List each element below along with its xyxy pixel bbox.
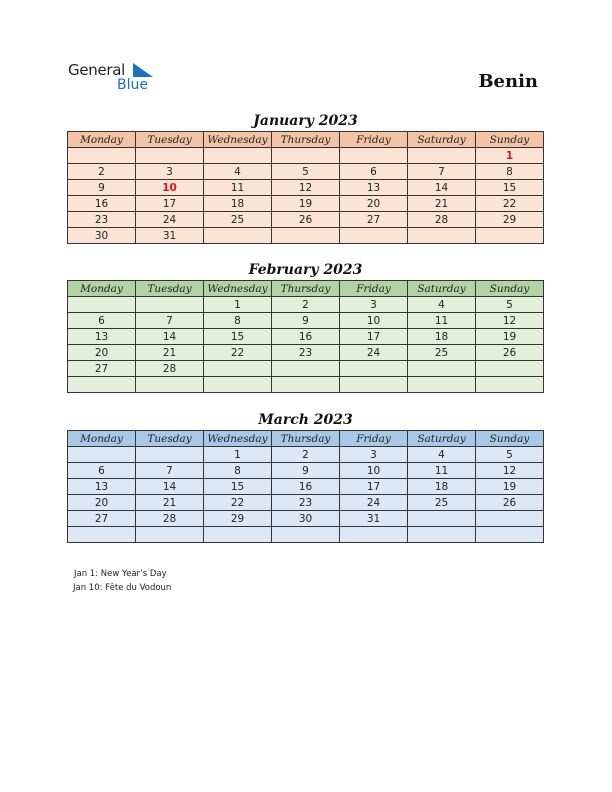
calendar-day-cell: 7 [136,463,204,479]
weekday-header: Friday [340,281,408,297]
calendar-day-cell: 17 [340,479,408,495]
calendar-week-row [68,447,544,463]
calendar-empty-cell [408,527,476,543]
weekday-header: Tuesday [136,431,204,447]
weekday-header: Saturday [408,431,476,447]
calendar-day-cell: 18 [204,196,272,212]
calendar-day-cell: 28 [408,212,476,228]
weekday-header: Sunday [476,281,544,297]
holiday-note: Jan 10: Fête du Vodoun [73,583,172,593]
month-january [67,111,544,244]
calendar-day-cell: 9 [272,463,340,479]
weekday-header: Thursday [272,281,340,297]
calendar-week-row [68,345,544,361]
weekday-header: Thursday [272,132,340,148]
calendar-empty-cell [204,527,272,543]
calendar-week-row [68,313,544,329]
calendar-empty-cell [68,527,136,543]
calendar-empty-cell [408,377,476,393]
calendar-empty-cell [340,361,408,377]
weekday-header: Saturday [408,132,476,148]
calendar-day-cell: 6 [68,313,136,329]
calendar-day-cell: 25 [408,345,476,361]
calendar-empty-cell [272,527,340,543]
calendar-day-cell: 4 [408,447,476,463]
weekday-header-row [68,281,544,297]
calendar-day-cell: 10 [136,180,204,196]
calendar-day-cell: 16 [272,329,340,345]
calendar-day-cell: 10 [340,463,408,479]
calendar-empty-cell [68,447,136,463]
weekday-header: Tuesday [136,132,204,148]
calendar-day-cell: 28 [136,511,204,527]
calendar-day-cell: 6 [68,463,136,479]
calendar-body [68,447,544,543]
calendar-body [68,148,544,244]
calendar-day-cell: 11 [408,313,476,329]
calendar-day-cell: 16 [272,479,340,495]
country-title: Benin [478,71,538,92]
calendar-empty-cell [136,527,204,543]
calendar-day-cell: 9 [68,180,136,196]
calendar-day-cell: 29 [476,212,544,228]
month-february [67,260,544,393]
calendar-day-cell: 29 [204,511,272,527]
calendar-day-cell: 24 [340,495,408,511]
calendar-day-cell: 5 [476,447,544,463]
calendar-empty-cell [68,148,136,164]
calendar-day-cell: 5 [272,164,340,180]
month-march [67,410,544,543]
calendar-day-cell: 4 [204,164,272,180]
calendar-week-row [68,527,544,543]
calendar-empty-cell [476,527,544,543]
calendar-day-cell: 12 [272,180,340,196]
calendar-empty-cell [204,148,272,164]
calendar-empty-cell [272,148,340,164]
calendar-week-row [68,361,544,377]
calendar-empty-cell [476,361,544,377]
calendar-day-cell: 21 [136,345,204,361]
calendar-day-cell: 22 [204,495,272,511]
calendar-day-cell: 23 [272,345,340,361]
calendar-day-cell: 2 [272,297,340,313]
calendar-day-cell: 3 [340,297,408,313]
calendar-day-cell: 11 [204,180,272,196]
calendar-day-cell: 26 [272,212,340,228]
calendar-empty-cell [476,511,544,527]
weekday-header: Sunday [476,431,544,447]
weekday-header: Saturday [408,281,476,297]
calendar-day-cell: 23 [68,212,136,228]
calendar-day-cell: 16 [68,196,136,212]
calendar-day-cell: 3 [340,447,408,463]
calendar-day-cell: 8 [204,463,272,479]
calendar-week-row [68,297,544,313]
calendar-day-cell: 15 [204,329,272,345]
calendar-day-cell: 8 [204,313,272,329]
calendar-table [67,430,544,543]
calendar-week-row [68,148,544,164]
weekday-header-row [68,132,544,148]
calendar-empty-cell [340,527,408,543]
calendar-day-cell: 11 [408,463,476,479]
calendar-day-cell: 19 [272,196,340,212]
logo-text-general: General [68,61,126,79]
calendar-empty-cell [476,228,544,244]
calendar-day-cell: 20 [340,196,408,212]
calendar-day-cell: 24 [340,345,408,361]
calendar-day-cell: 14 [136,479,204,495]
calendar-day-cell: 5 [476,297,544,313]
calendar-day-cell: 1 [476,148,544,164]
calendar-day-cell: 17 [136,196,204,212]
calendar-day-cell: 8 [476,164,544,180]
calendar-week-row [68,463,544,479]
weekday-header: Sunday [476,132,544,148]
weekday-header: Monday [68,431,136,447]
calendar-day-cell: 22 [204,345,272,361]
calendar-empty-cell [340,148,408,164]
calendar-day-cell: 21 [408,196,476,212]
month-title: March 2023 [258,412,353,428]
calendar-empty-cell [136,297,204,313]
calendar-day-cell: 14 [408,180,476,196]
calendar-day-cell: 12 [476,463,544,479]
calendar-day-cell: 27 [340,212,408,228]
calendar-day-cell: 15 [204,479,272,495]
calendar-day-cell: 18 [408,479,476,495]
calendar-empty-cell [204,361,272,377]
calendar-day-cell: 24 [136,212,204,228]
calendar-week-row [68,180,544,196]
calendar-day-cell: 7 [408,164,476,180]
holiday-note: Jan 1: New Year’s Day [74,569,167,579]
calendar-empty-cell [408,511,476,527]
weekday-header: Thursday [272,431,340,447]
calendar-day-cell: 17 [340,329,408,345]
calendar-day-cell: 25 [204,212,272,228]
calendar-table [67,131,544,244]
calendar-day-cell: 27 [68,361,136,377]
calendar-week-row [68,329,544,345]
weekday-header: Monday [68,132,136,148]
calendar-empty-cell [136,148,204,164]
calendar-day-cell: 1 [204,297,272,313]
calendar-empty-cell [204,377,272,393]
calendar-week-row [68,511,544,527]
calendar-empty-cell [272,361,340,377]
calendar-day-cell: 21 [136,495,204,511]
calendar-empty-cell [136,447,204,463]
calendar-day-cell: 30 [68,228,136,244]
calendar-day-cell: 3 [136,164,204,180]
calendar-day-cell: 26 [476,495,544,511]
calendar-day-cell: 19 [476,479,544,495]
calendar-empty-cell [340,228,408,244]
calendar-day-cell: 19 [476,329,544,345]
weekday-header: Wednesday [204,431,272,447]
calendar-empty-cell [408,228,476,244]
calendar-day-cell: 1 [204,447,272,463]
calendar-day-cell: 18 [408,329,476,345]
weekday-header: Wednesday [204,132,272,148]
calendar-day-cell: 27 [68,511,136,527]
blue-triangle-icon [133,63,153,77]
calendar-empty-cell [204,228,272,244]
calendar-empty-cell [272,228,340,244]
calendar-day-cell: 20 [68,345,136,361]
brand-logo [68,61,168,97]
calendar-day-cell: 6 [340,164,408,180]
calendar-day-cell: 30 [272,511,340,527]
calendar-week-row [68,479,544,495]
calendar-day-cell: 2 [68,164,136,180]
calendar-empty-cell [476,377,544,393]
calendar-empty-cell [340,377,408,393]
calendar-week-row [68,212,544,228]
calendar-day-cell: 12 [476,313,544,329]
calendar-empty-cell [68,377,136,393]
weekday-header: Tuesday [136,281,204,297]
month-title: January 2023 [253,113,358,129]
calendar-empty-cell [136,377,204,393]
calendar-empty-cell [408,148,476,164]
calendar-day-cell: 23 [272,495,340,511]
calendar-day-cell: 13 [68,329,136,345]
month-title: February 2023 [248,262,363,278]
weekday-header-row [68,431,544,447]
weekday-header: Friday [340,431,408,447]
weekday-header: Wednesday [204,281,272,297]
calendar-day-cell: 4 [408,297,476,313]
calendar-day-cell: 31 [136,228,204,244]
calendar-empty-cell [408,361,476,377]
calendar-week-row [68,377,544,393]
calendar-week-row [68,228,544,244]
calendar-week-row [68,196,544,212]
calendar-day-cell: 15 [476,180,544,196]
calendar-day-cell: 9 [272,313,340,329]
calendar-day-cell: 20 [68,495,136,511]
calendar-day-cell: 26 [476,345,544,361]
calendar-day-cell: 13 [340,180,408,196]
calendar-week-row [68,495,544,511]
calendar-body [68,297,544,393]
holiday-notes [74,567,171,595]
calendar-day-cell: 14 [136,329,204,345]
calendar-empty-cell [68,297,136,313]
calendar-day-cell: 10 [340,313,408,329]
calendar-day-cell: 13 [68,479,136,495]
calendar-day-cell: 7 [136,313,204,329]
calendar-day-cell: 22 [476,196,544,212]
weekday-header: Monday [68,281,136,297]
calendar-table [67,280,544,393]
calendar-day-cell: 31 [340,511,408,527]
calendar-week-row [68,164,544,180]
calendar-day-cell: 28 [136,361,204,377]
calendar-empty-cell [272,377,340,393]
calendar-day-cell: 2 [272,447,340,463]
calendar-day-cell: 25 [408,495,476,511]
weekday-header: Friday [340,132,408,148]
logo-text-blue: Blue [117,77,148,93]
